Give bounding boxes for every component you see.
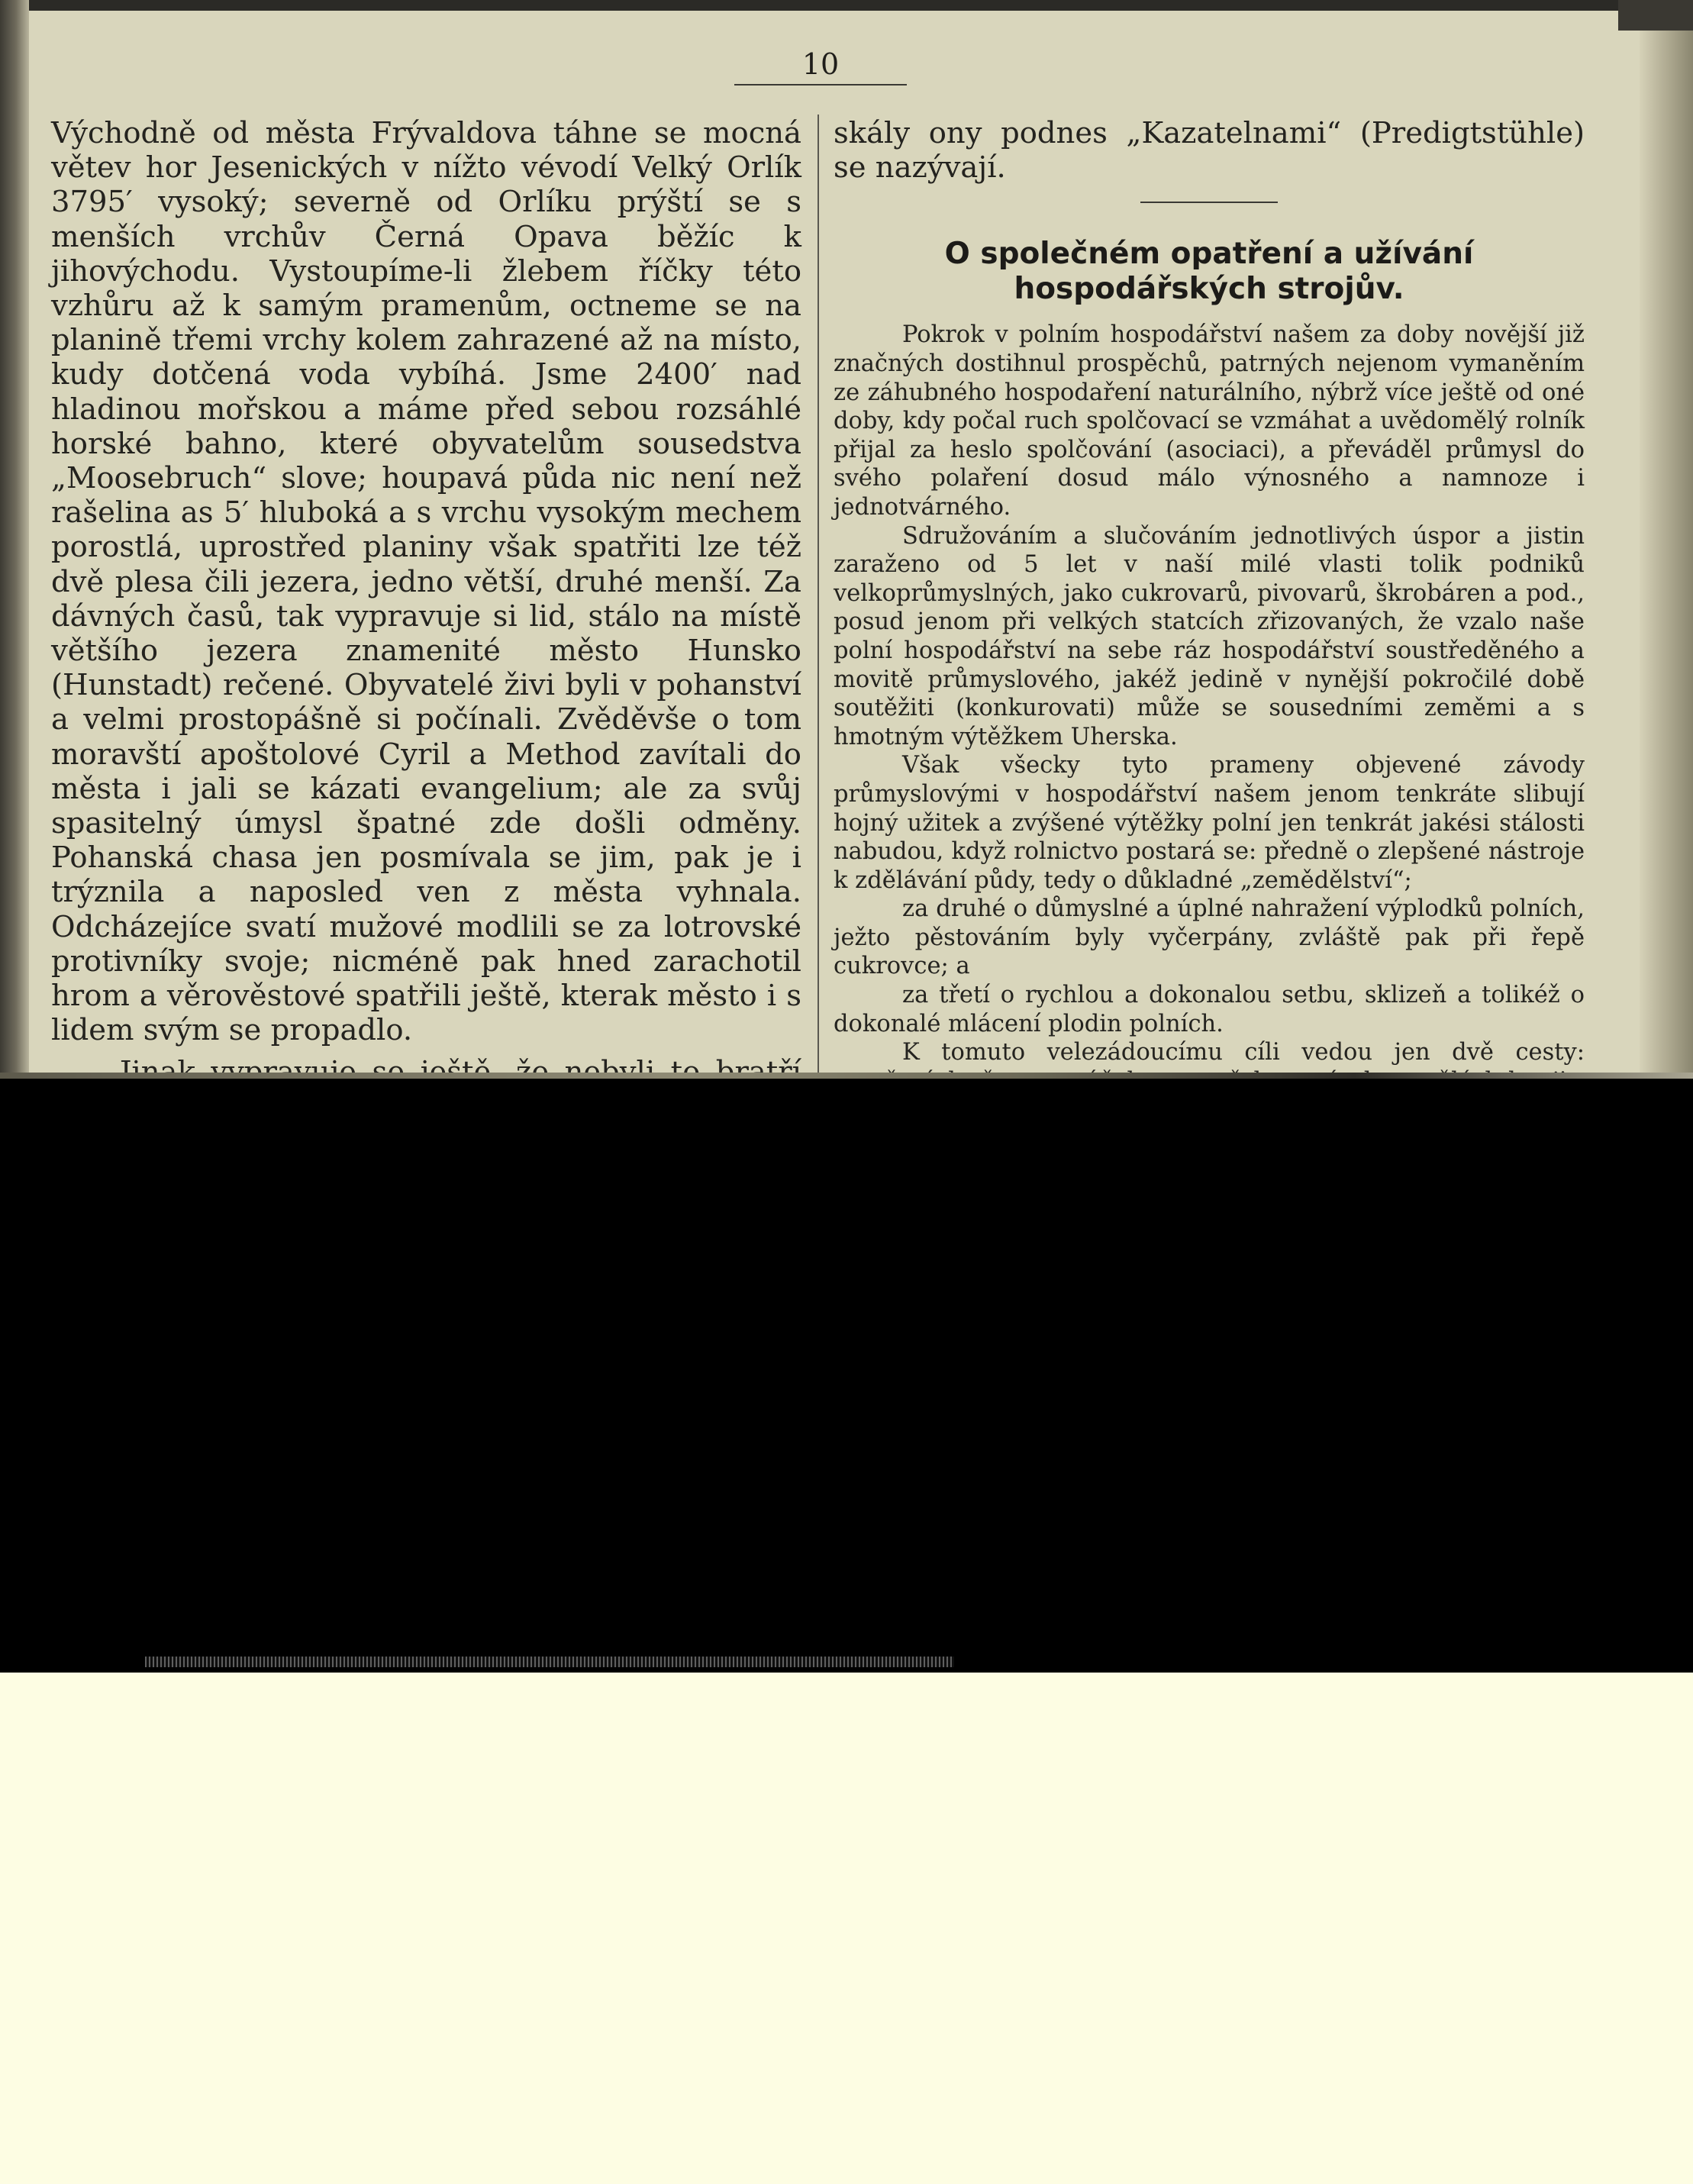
scan-corner-shadow [1618,0,1693,31]
scan-right-edge [1640,0,1693,1084]
article-paragraph-5: za třetí o rychlou a dokonalou setbu, sklizeň a tolikéž o dokonalé mlácení plodin polních. [834,982,1585,1037]
scan-left-edge [0,0,29,1084]
left-column [51,116,801,1193]
scan-top-edge [0,0,1693,11]
column-divider [817,115,819,1084]
section-separator-rule [1140,202,1278,203]
article-paragraph-1: Pokrok v polním hospodářství našem za doby novější již značných dostihnul prospěchů, patrných nejenom vymaněním ze záhubného hospodaření naturálního, nýbrž více ještě od oné doby, kdy počal ruch spolčovací se vzmáhat a uvědomělý rolník přijal za heslo spolčování (asociaci), a převáděl průmysl do svého polaření dosud málo výnosného a namnoze i jednotvárného. [834,321,1585,521]
article-paragraph-2: Sdružováním a slučováním jednotlivých úspor a jistin zaraženo od 5 let v naší milé vlasti tolik podniků velkoprůmyslných, jako cukrovarů, pivovarů, škrobáren a pod., posud jenom při velkých statcích zřizovaných, že vzalo naše polní hospodářství na sebe ráz hospodářství soustředěného a movitě průmyslového, jakéž jedině v nynější pokročilé době soutěžiti (konkurovati) může se sousedními zeměmi a s hmotným výtěžkem Uherska. [834,522,1585,750]
article-body [834,321,1585,1124]
article-title: O společném opatření a užívání hospodářských strojův. [944,237,1474,307]
scan-noise-line [145,1657,954,1667]
article-paragraph-4: za druhé o důmyslné a úplné nahražení výplodků polních, ježto pěstováním byly vyčerpány, zvláště pak při řepě cukrovce; a [834,895,1585,980]
article-paragraph-6: K tomuto velezádoucímu cíli vedou jen dvě cesty: [902,1039,1585,1066]
article-paragraph-3: Však všecky tyto prameny objevené závody průmyslovými v hospodářství našem jenom tenkráte slibují hojný užitek a zvýšené výtěžky polní jen tenkrát jakési stálosti nabudou, když rolnictvo postará se: předně o zlepšené nástroje k zdělávání půdy, tedy o důkladné „zemědělství“; [834,752,1585,894]
scanned-page [0,0,1693,1084]
black-scan-area [0,1079,1693,1673]
left-paragraph-1: Východně od města Frývaldova táhne se mocná větev hor Jesenických v nížto vévodí Velký Orlík 3795′ vysoký; severně od Orlíku prýští se s menších vrchův Černá Opava běžíc k jihovýchodu. Vystoupíme-li žlebem říčky této vzhůru až k samým pramenům, octneme se na planině třemi vrchy kolem zahrazené až na místo, kudy dotčená voda vybíhá. Jsme 2400′ nad hladinou mořskou a máme před sebou rozsáhlé horské bahno, které obyvatelům sousedstva „Moosebruch“ slove; houpavá půda nic není než rašelina as 5′ hluboká a s vrchu vysokým mechem porostlá, uprostřed planiny však spatřiti lze též dvě plesa čili jezera, jedno větší, druhé menší. Za dávných časů, tak vypravuje si lid, stálo na místě většího jezera znamenité město Hunsko (Hunstadt) rečené. Obyvatelé živi byli v pohanství a velmi prostopášně si počínali. Zvěděvše o tom moravští apoštolové Cyril a Method zavítali do města i jali se kázati evangelium; ale za svůj spasitelný úmysl špatné zde došli odměny. Pohanská chasa jen posmívala se jim, pak je i trýznila a naposled ven z města vyhnala. Odcházejíce svatí mužové modlili se za lotrovské protivníky svoje; nicméně pak hned zarachotil hrom a věrověstové spatřili ještě, kterak město i s lidem svým se propadlo. [51,116,801,1048]
right-continuation-text: skály ony podnes „Kazatelnami“ (Predigtstühle) se nazývají. [834,116,1585,185]
right-column [834,116,1585,1124]
page-number-rule [734,84,907,85]
page-number: 10 [801,47,840,81]
